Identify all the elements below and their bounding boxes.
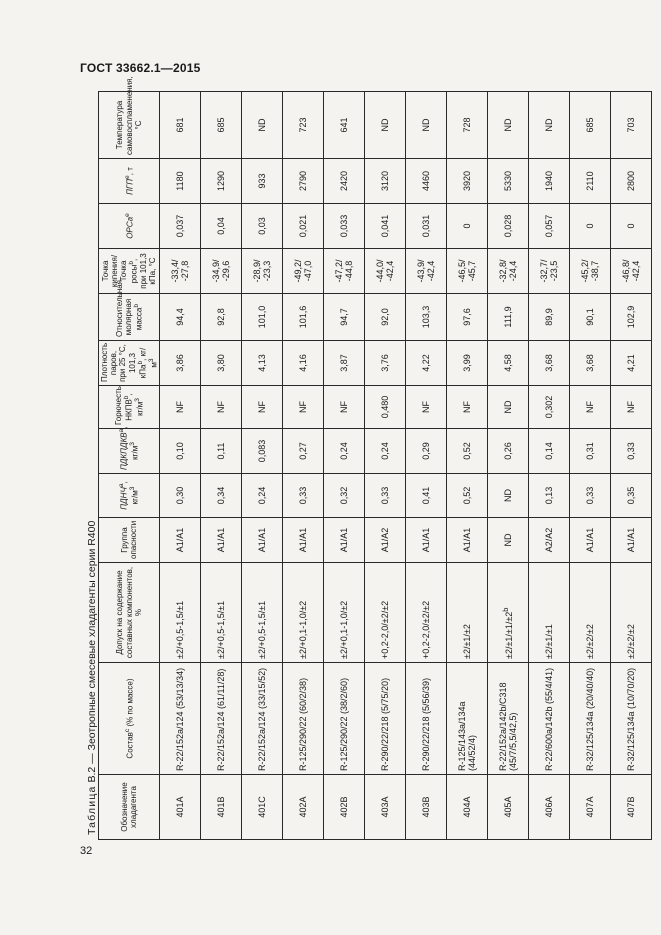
cell-lfl: NF (406, 386, 447, 429)
cell-lfl: NF (160, 386, 201, 429)
header-rcl (99, 474, 160, 518)
cell-gwp: 4460 (406, 159, 447, 204)
cell-composition (488, 663, 529, 775)
cell-vapor-density: 3,87 (324, 341, 365, 386)
cell-atel: 0,31 (570, 429, 611, 474)
cell-lfl: 0,302 (529, 386, 570, 429)
header-gwp (99, 159, 160, 204)
dew-point: -42,4 (631, 260, 642, 282)
boiling-point: -32,7/ (539, 259, 550, 283)
cell-designation: 407B (611, 775, 652, 840)
cell-tolerance (160, 563, 201, 663)
cell-odp: 0,037 (160, 204, 201, 249)
cell-odp: 0,04 (201, 204, 242, 249)
cell-composition (283, 663, 324, 775)
composition-text: R-290/22/218 (5/75/20) (380, 677, 391, 771)
cell-designation: 402B (324, 775, 365, 840)
cell-designation: 405A (488, 775, 529, 840)
table-row (324, 92, 365, 840)
caption-number: В.2 (86, 766, 98, 783)
cell-autoignition: ND (488, 92, 529, 159)
cell-tolerance (283, 563, 324, 663)
cell-atel: 0,29 (406, 429, 447, 474)
cell-composition (365, 663, 406, 775)
header-vapor-density-unit-sup: 3 (147, 358, 155, 363)
cell-odp: 0 (570, 204, 611, 249)
cell-rcl: 0,52 (447, 474, 488, 518)
refrigerant-table (98, 76, 652, 840)
composition-text: R-22/152a/124 (53/13/34) (175, 667, 186, 771)
header-gwp-unit: , т (125, 167, 135, 176)
cell-gwp: 3920 (447, 159, 488, 204)
header-rcl-text: ПДНЧ (120, 487, 130, 510)
header-lfl-sup: b (122, 395, 130, 400)
cell-rcl: 0,24 (242, 474, 283, 518)
cell-designation: 401A (160, 775, 201, 840)
composition-text: R-22/600a/142b (55/4/41) (544, 667, 555, 771)
header-atel-unit: , кг/м (120, 426, 140, 460)
header-composition (99, 663, 160, 775)
document-standard-id: ГОСТ 33662.1—2015 (80, 61, 201, 75)
header-vapor-density-sup: b (136, 360, 144, 365)
header-lfl-text: Горючесть НКПВ (113, 386, 134, 425)
header-atel-sup: а (118, 428, 126, 433)
cell-autoignition: ND (529, 92, 570, 159)
header-molar-mass-sup: b (132, 303, 140, 308)
header-boiling-unit: , при 101,3 кПа, °С (130, 253, 158, 289)
cell-autoignition: ND (406, 92, 447, 159)
table-body (160, 92, 652, 840)
header-odp-sup: e (123, 213, 131, 217)
cell-atel: 0,24 (324, 429, 365, 474)
tolerance-text: ±2/+0,5-1,5/±1 (175, 600, 186, 659)
tolerance-text: ±2/±1/±2 (462, 624, 473, 659)
cell-tolerance (365, 563, 406, 663)
table-row (242, 92, 283, 840)
header-molar-mass (99, 279, 160, 341)
tolerance-text: +0,2-2,0/±2/±2 (380, 600, 391, 659)
cell-atel: 0,52 (447, 429, 488, 474)
cell-rcl: 0,41 (406, 474, 447, 518)
dew-point: -24,4 (508, 260, 519, 282)
cell-atel: 0,10 (160, 429, 201, 474)
cell-atel: 0,11 (201, 429, 242, 474)
cell-rcl: 0,33 (365, 474, 406, 518)
cell-vapor-density: 4,58 (488, 341, 529, 386)
cell-molar-mass: 92,0 (365, 294, 406, 341)
cell-lfl: NF (283, 386, 324, 429)
cell-boiling (365, 249, 406, 294)
cell-boiling (160, 249, 201, 294)
cell-lfl: 0,480 (365, 386, 406, 429)
cell-odp: 0,028 (488, 204, 529, 249)
boiling-point: -49,2/ (293, 259, 304, 283)
cell-composition (611, 663, 652, 775)
cell-gwp: 933 (242, 159, 283, 204)
cell-vapor-density: 4,22 (406, 341, 447, 386)
cell-tolerance (324, 563, 365, 663)
boiling-point: -34,9/ (211, 259, 222, 283)
cell-gwp: 3120 (365, 159, 406, 204)
dew-point: -42,4 (426, 260, 437, 282)
cell-safety-group: A1/A2 (365, 518, 406, 563)
cell-composition (160, 663, 201, 775)
cell-molar-mass: 102,9 (611, 294, 652, 341)
cell-boiling (201, 249, 242, 294)
cell-vapor-density: 3,80 (201, 341, 242, 386)
boiling-point: -28,9/ (252, 259, 263, 283)
cell-safety-group: A1/A1 (611, 518, 652, 563)
cell-odp: 0,021 (283, 204, 324, 249)
header-composition-sup: с (123, 728, 131, 733)
table-row (611, 92, 652, 840)
boiling-point: -43,9/ (416, 259, 427, 283)
caption-title: — Зеотропные смесевые хладагенты серии R400 (86, 520, 98, 764)
cell-gwp: 2790 (283, 159, 324, 204)
dew-point: -29,6 (221, 260, 232, 282)
header-molar-mass-text: Относительная молярная масса (114, 279, 144, 337)
cell-atel: 0,24 (365, 429, 406, 474)
cell-autoignition: 681 (160, 92, 201, 159)
cell-tolerance (447, 563, 488, 663)
header-boiling (99, 249, 160, 294)
boiling-point: -45,2/ (580, 259, 591, 283)
cell-rcl: 0,13 (529, 474, 570, 518)
cell-autoignition: 728 (447, 92, 488, 159)
cell-gwp: 1180 (160, 159, 201, 204)
table-row (570, 92, 611, 840)
cell-boiling (529, 249, 570, 294)
composition-text: R-32/125/134a (10/70/20) (626, 667, 637, 771)
cell-gwp: 1940 (529, 159, 570, 204)
cell-lfl: NF (324, 386, 365, 429)
cell-designation: 407A (570, 775, 611, 840)
cell-vapor-density: 3,76 (365, 341, 406, 386)
cell-molar-mass: 111,9 (488, 294, 529, 341)
cell-atel: 0,083 (242, 429, 283, 474)
cell-lfl: NF (611, 386, 652, 429)
composition-text: R-125/143a/134a (44/52/4) (457, 701, 478, 771)
header-rcl-sup: а (118, 483, 126, 488)
cell-autoignition: 685 (201, 92, 242, 159)
cell-vapor-density: 3,68 (529, 341, 570, 386)
tolerance-text: ±2/+0,5-1,5/±1 (216, 600, 227, 659)
cell-safety-group: A1/A1 (283, 518, 324, 563)
cell-safety-group: A1/A1 (324, 518, 365, 563)
header-atel-text: ПДКПДКВ (120, 432, 130, 470)
cell-composition (447, 663, 488, 775)
table-row (201, 92, 242, 840)
dew-point: -23,5 (549, 260, 560, 282)
cell-boiling (611, 249, 652, 294)
cell-molar-mass: 94,4 (160, 294, 201, 341)
header-vapor-density-unit: , кг/м (138, 347, 159, 368)
cell-composition (529, 663, 570, 775)
cell-gwp: 2110 (570, 159, 611, 204)
cell-tolerance (488, 563, 529, 663)
cell-rcl: 0,30 (160, 474, 201, 518)
cell-atel: 0,33 (611, 429, 652, 474)
cell-boiling (406, 249, 447, 294)
cell-lfl: NF (570, 386, 611, 429)
tolerance-footnote: b (501, 607, 511, 612)
cell-lfl: NF (201, 386, 242, 429)
cell-autoignition: 685 (570, 92, 611, 159)
tolerance-text: ±2/+0,1-1,0/±2 (298, 600, 309, 659)
composition-text-2: (45/7/5,5/42,5) (508, 712, 519, 771)
cell-tolerance (242, 563, 283, 663)
cell-molar-mass: 92,8 (201, 294, 242, 341)
header-lfl-unit: , кг/м (124, 393, 145, 416)
boiling-point: -32,8/ (498, 259, 509, 283)
cell-composition (570, 663, 611, 775)
cell-lfl: ND (488, 386, 529, 429)
header-odp-text: ОРСа (125, 216, 135, 239)
cell-tolerance (201, 563, 242, 663)
cell-rcl: 0,34 (201, 474, 242, 518)
header-gwp-sup: e (123, 175, 131, 179)
cell-vapor-density: 4,13 (242, 341, 283, 386)
header-odp (99, 204, 160, 249)
tolerance-text: ±2/+0,5-1,5/±1 (257, 600, 268, 659)
cell-autoignition: ND (365, 92, 406, 159)
cell-lfl: NF (447, 386, 488, 429)
cell-composition (242, 663, 283, 775)
composition-text: R-22/152a/142b/C318 (498, 682, 509, 771)
boiling-point: -44,0/ (375, 259, 386, 283)
composition-text: R-125/290/22 (60/2/38) (298, 677, 309, 771)
cell-gwp: 2800 (611, 159, 652, 204)
cell-boiling (324, 249, 365, 294)
header-vapor-density-text: Плотность паров, при 25 °С, 101,3 кПа (100, 342, 148, 382)
composition-text: R-22/152a/124 (33/15/52) (257, 667, 268, 771)
cell-designation: 406A (529, 775, 570, 840)
boiling-point: -47,2/ (334, 259, 345, 283)
cell-safety-group: ND (488, 518, 529, 563)
cell-boiling (488, 249, 529, 294)
header-atel (99, 426, 160, 474)
header-lfl-unit-sup: 3 (133, 398, 141, 402)
tolerance-text: ±2/±1/±1 (544, 624, 555, 659)
dew-point: -27,8 (180, 260, 191, 282)
caption-label: Таблица (86, 785, 98, 835)
cell-boiling (242, 249, 283, 294)
cell-vapor-density: 3,68 (570, 341, 611, 386)
cell-boiling (447, 249, 488, 294)
cell-rcl: 0,35 (611, 474, 652, 518)
cell-odp: 0,057 (529, 204, 570, 249)
cell-gwp: 1290 (201, 159, 242, 204)
table-row (160, 92, 201, 840)
composition-text: R-32/125/134a (20/40/40) (585, 667, 596, 771)
dew-point: -47,0 (303, 260, 314, 282)
header-boiling-text: Точка кипения/Точка росы (100, 254, 140, 288)
dew-point: -23,3 (262, 260, 273, 282)
cell-designation: 403A (365, 775, 406, 840)
cell-rcl: 0,33 (570, 474, 611, 518)
cell-tolerance (406, 563, 447, 663)
cell-molar-mass: 101,0 (242, 294, 283, 341)
cell-molar-mass: 101,6 (283, 294, 324, 341)
cell-atel: 0,26 (488, 429, 529, 474)
header-tolerance: Допуск на содержание составных компонентов, % (99, 563, 160, 663)
cell-autoignition: 641 (324, 92, 365, 159)
cell-molar-mass: 103,3 (406, 294, 447, 341)
cell-designation: 401C (242, 775, 283, 840)
boiling-point: -33,4/ (170, 259, 181, 283)
header-autoignition: Температура самовоспламенения, °С (99, 92, 160, 159)
cell-vapor-density: 3,99 (447, 341, 488, 386)
tolerance-text: ±2/±2/±2 (626, 624, 637, 659)
table-container (98, 76, 642, 840)
dew-point: -44,8 (344, 260, 355, 282)
cell-odp: 0 (447, 204, 488, 249)
cell-composition (201, 663, 242, 775)
cell-designation: 404A (447, 775, 488, 840)
cell-rcl: 0,32 (324, 474, 365, 518)
cell-rcl: 0,33 (283, 474, 324, 518)
cell-odp: 0,031 (406, 204, 447, 249)
cell-safety-group: A1/A1 (447, 518, 488, 563)
table-row (365, 92, 406, 840)
cell-molar-mass: 94,7 (324, 294, 365, 341)
cell-gwp: 2420 (324, 159, 365, 204)
tolerance-text: ±2/±2/±2 (585, 624, 596, 659)
cell-boiling (570, 249, 611, 294)
cell-safety-group: A1/A1 (242, 518, 283, 563)
cell-tolerance (570, 563, 611, 663)
cell-tolerance (611, 563, 652, 663)
boiling-point: -46,8/ (621, 259, 632, 283)
dew-point: -45,7 (467, 260, 478, 282)
dew-point: -38,7 (590, 260, 601, 282)
header-rcl-unit-sup: 3 (129, 486, 137, 491)
cell-designation: 403B (406, 775, 447, 840)
tolerance-text: +0,2-2,0/±2/±2 (421, 600, 432, 659)
cell-designation: 401B (201, 775, 242, 840)
table-row (447, 92, 488, 840)
cell-designation: 402A (283, 775, 324, 840)
dew-point: -42,4 (385, 260, 396, 282)
header-composition-text: Состав (125, 732, 135, 759)
tolerance-text: ±2/+0,1-1,0/±2 (339, 600, 350, 659)
header-composition-unit: (% по массе) (125, 678, 135, 727)
header-gwp-text: ПГП (125, 178, 135, 195)
cell-composition (324, 663, 365, 775)
cell-boiling (283, 249, 324, 294)
tolerance-text: ±2/±1/±1/±2 (504, 611, 515, 659)
cell-atel: 0,27 (283, 429, 324, 474)
cell-safety-group: A2/A2 (529, 518, 570, 563)
table-row (529, 92, 570, 840)
cell-odp: 0,033 (324, 204, 365, 249)
header-rcl-unit: , кг/м (120, 481, 140, 505)
header-designation: Обозначение хладагента (99, 775, 160, 840)
cell-molar-mass: 89,9 (529, 294, 570, 341)
table-header-row (99, 92, 160, 840)
cell-autoignition: ND (242, 92, 283, 159)
cell-odp: 0,03 (242, 204, 283, 249)
cell-vapor-density: 4,16 (283, 341, 324, 386)
table-row (406, 92, 447, 840)
cell-tolerance (529, 563, 570, 663)
cell-odp: 0,041 (365, 204, 406, 249)
page-number: 32 (80, 845, 93, 857)
cell-safety-group: A1/A1 (160, 518, 201, 563)
cell-safety-group: A1/A1 (201, 518, 242, 563)
composition-text: R-22/152a/124 (61/11/28) (216, 668, 227, 771)
table-row (488, 92, 529, 840)
header-boiling-sup: b (128, 260, 136, 265)
composition-text: R-125/290/22 (38/2/60) (339, 677, 350, 771)
cell-autoignition: 703 (611, 92, 652, 159)
cell-vapor-density: 4,21 (611, 341, 652, 386)
cell-atel: 0,14 (529, 429, 570, 474)
header-vapor-density (99, 341, 160, 386)
header-safety-group: Группа опасности (99, 518, 160, 563)
header-lfl (99, 386, 160, 429)
cell-composition (406, 663, 447, 775)
cell-safety-group: A1/A1 (570, 518, 611, 563)
cell-safety-group: A1/A1 (406, 518, 447, 563)
cell-vapor-density: 3,86 (160, 341, 201, 386)
cell-rcl: ND (488, 474, 529, 518)
cell-odp: 0 (611, 204, 652, 249)
cell-autoignition: 723 (283, 92, 324, 159)
cell-molar-mass: 90,1 (570, 294, 611, 341)
cell-gwp: 5330 (488, 159, 529, 204)
cell-molar-mass: 97,6 (447, 294, 488, 341)
cell-lfl: NF (242, 386, 283, 429)
composition-text: R-290/22/218 (5/56/39) (421, 677, 432, 771)
table-row (283, 92, 324, 840)
boiling-point: -46,5/ (457, 259, 468, 283)
header-atel-unit-sup: 3 (129, 442, 137, 446)
